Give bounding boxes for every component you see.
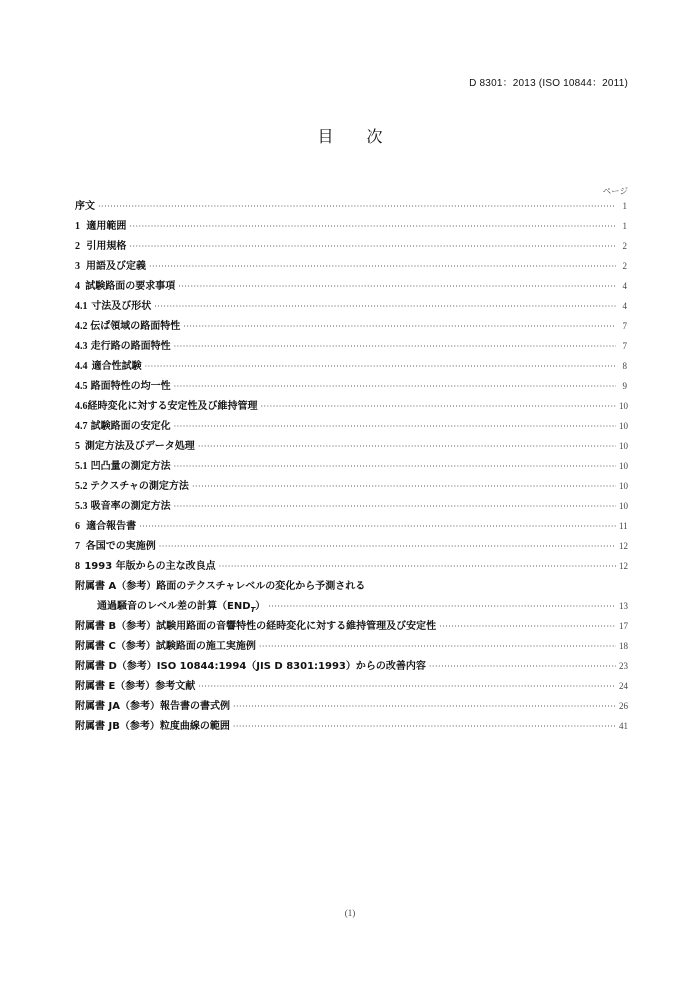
toc-entry-page: 10 [619,401,628,411]
toc-entry-label: 伝ぱ領域の路面特性 [90,321,181,332]
standard-code: D 8301：2013 (ISO 10844：2011) [469,78,628,89]
toc-entry-label: 試験路面の要求事項 [85,281,176,292]
toc-entry-number: 2 [75,241,80,252]
toc-leader-dots [178,282,616,291]
toc-entry-label: 測定方法及びデータ処理 [84,441,195,452]
toc-entry[interactable] [75,237,627,257]
toc-entry[interactable] [75,677,627,697]
toc-entry-page: 13 [619,601,628,611]
toc-entry-page: 10 [619,441,628,451]
toc-entry-page: 11 [619,521,628,531]
toc-entry-label: テクスチャの測定方法 [89,481,189,492]
toc-leader-dots [145,362,616,371]
toc-entry-page: 2 [622,241,627,251]
toc-entry[interactable] [75,257,627,277]
toc-entry-number: 4.4 [75,361,88,372]
toc-entry[interactable] [75,717,627,737]
toc-entry-page: 10 [619,461,628,471]
toc-leader-dots [98,202,616,211]
toc-leader-dots [233,722,616,731]
table-of-contents [75,197,627,737]
toc-entry-label: 附属書 JA（参考）報告書の書式例 [75,701,230,712]
toc-entry[interactable] [75,457,627,477]
toc-leader-dots [129,242,616,251]
toc-entry-page: 4 [622,301,627,311]
toc-entry-label: 引用規格 [86,241,127,252]
toc-entry-page: 12 [619,561,628,571]
toc-entry-label: 附属書 A（参考）路面のテクスチャレベルの変化から予測される [75,581,366,592]
toc-entry-page: 23 [619,661,628,671]
toc-entry-label: 寸法及び形状 [91,301,152,312]
toc-entry-number: 4 [75,281,80,292]
toc-entry[interactable] [75,697,627,717]
toc-leader-dots [261,402,616,411]
toc-leader-dots [174,422,616,431]
toc-entry-label: 通過騒音のレベル差の計算$(END_T)$ [97,601,266,614]
toc-leader-dots [198,682,616,691]
toc-leader-dots [174,382,616,391]
toc-entry[interactable] [75,577,627,597]
toc-entry[interactable] [75,217,627,237]
toc-entry-number: 5 [75,441,80,452]
toc-entry-number: 3 [75,261,80,272]
toc-entry-page: 12 [619,541,628,551]
toc-entry-label: 各国での実施例 [85,541,156,552]
toc-entry-number: 4.7 [75,421,88,432]
toc-entry-number: 5.2 [75,481,88,492]
toc-entry-number: 1 [75,221,80,232]
toc-leader-dots [429,662,616,671]
toc-entry[interactable] [75,437,627,457]
toc-entry-number: 5.1 [75,461,88,472]
toc-entry-label: 附属書 D（参考）ISO 10844:1994（JIS D 8301:1993）からの改善内容 [75,661,426,672]
toc-entry-page: 8 [622,361,627,371]
toc-entry-page: 10 [619,421,628,431]
toc-entry[interactable] [75,397,627,417]
toc-entry[interactable] [75,517,627,537]
toc-entry-label: 附属書 C（参考）試験路面の施工実施例 [75,641,256,652]
toc-leader-dots [259,642,616,651]
page-number: (1) [344,908,356,918]
toc-leader-dots [174,502,616,511]
toc-entry[interactable] [75,477,627,497]
toc-entry-page: 7 [622,341,627,351]
toc-entry[interactable] [75,657,627,677]
toc-entry-label: 附属書 E（参考）参考文献 [75,681,196,692]
toc-entry-label: 適合性試験 [91,361,142,372]
toc-leader-dots [192,482,616,491]
toc-entry-number: 6 [75,521,80,532]
toc-entry-page: 10 [619,501,628,511]
toc-entry[interactable] [75,197,627,217]
toc-entry-label: 附属書 JB（参考）粒度曲線の範囲 [75,721,230,732]
toc-entry[interactable] [75,617,627,637]
toc-entry-label: 凹凸量の測定方法 [90,461,171,472]
toc-entry-number: 4.1 [75,301,88,312]
toc-entry-label: 走行路の路面特性 [90,341,171,352]
toc-entry-page: 10 [619,481,628,491]
toc-entry[interactable] [75,297,627,317]
toc-entry[interactable] [75,597,627,617]
toc-leader-dots [159,542,616,551]
toc-entry-page: 2 [622,261,627,271]
toc-entry[interactable] [75,277,627,297]
toc-entry-page: 7 [622,321,627,331]
toc-entry-page: 1 [622,201,627,211]
toc-entry-label: 1993 年版からの主な改良点 [84,561,216,572]
toc-entry-label: 附属書 B（参考）試験用路面の音響特性の経時変化に対する維持管理及び安定性 [75,621,437,632]
toc-entry[interactable] [75,637,627,657]
toc-leader-dots [183,322,616,331]
toc-leader-dots [154,302,616,311]
toc-leader-dots [219,562,616,571]
toc-entry-page: 24 [619,681,628,691]
toc-entry-label: 適用範囲 [86,221,127,232]
toc-entry-page: 4 [622,281,627,291]
toc-entry[interactable] [75,557,627,577]
toc-leader-dots [174,342,616,351]
toc-entry-label: 試験路面の安定化 [90,421,171,432]
toc-leader-dots [439,622,616,631]
toc-entry-page: 18 [619,641,628,651]
toc-leader-dots [233,702,616,711]
toc-entry-label: 序文 [75,201,95,212]
toc-entry-page: 26 [619,701,628,711]
toc-entry[interactable] [75,537,627,557]
toc-leader-dots [268,602,616,611]
toc-entry-label: 路面特性の均一性 [90,381,171,392]
toc-entry-number: 7 [75,541,80,552]
toc-leader-dots [198,442,616,451]
toc-leader-dots [139,522,616,531]
toc-entry-number: 4.3 [75,341,88,352]
toc-entry-number: 8 [75,561,80,572]
toc-entry-number: 4.2 [75,321,88,332]
toc-entry[interactable] [75,377,627,397]
page-title: 目 次 [317,127,397,146]
toc-entry-subscript: T [250,606,256,614]
toc-entry[interactable] [75,357,627,377]
toc-entry-label: 用語及び定義 [85,261,146,272]
toc-entry-page: 1 [622,221,627,231]
toc-entry-page: 9 [622,381,627,391]
toc-entry-number: 4.6 [75,401,88,412]
toc-entry[interactable] [75,337,627,357]
toc-entry-label: 吸音率の測定方法 [90,501,171,512]
toc-entry[interactable] [75,417,627,437]
toc-leader-dots [174,462,616,471]
toc-entry-label: 適合報告書 [86,521,137,532]
toc-entry-label: 経時変化に対する安定性及び維持管理 [87,401,258,412]
toc-leader-dots [129,222,616,231]
toc-entry-page: 17 [619,621,628,631]
toc-entry-page: 41 [619,721,628,731]
page-column-label: ページ [602,187,628,197]
toc-entry[interactable] [75,317,627,337]
toc-entry-number: 5.3 [75,501,88,512]
toc-entry[interactable] [75,497,627,517]
toc-leader-dots [149,262,616,271]
toc-entry-number: 4.5 [75,381,88,392]
